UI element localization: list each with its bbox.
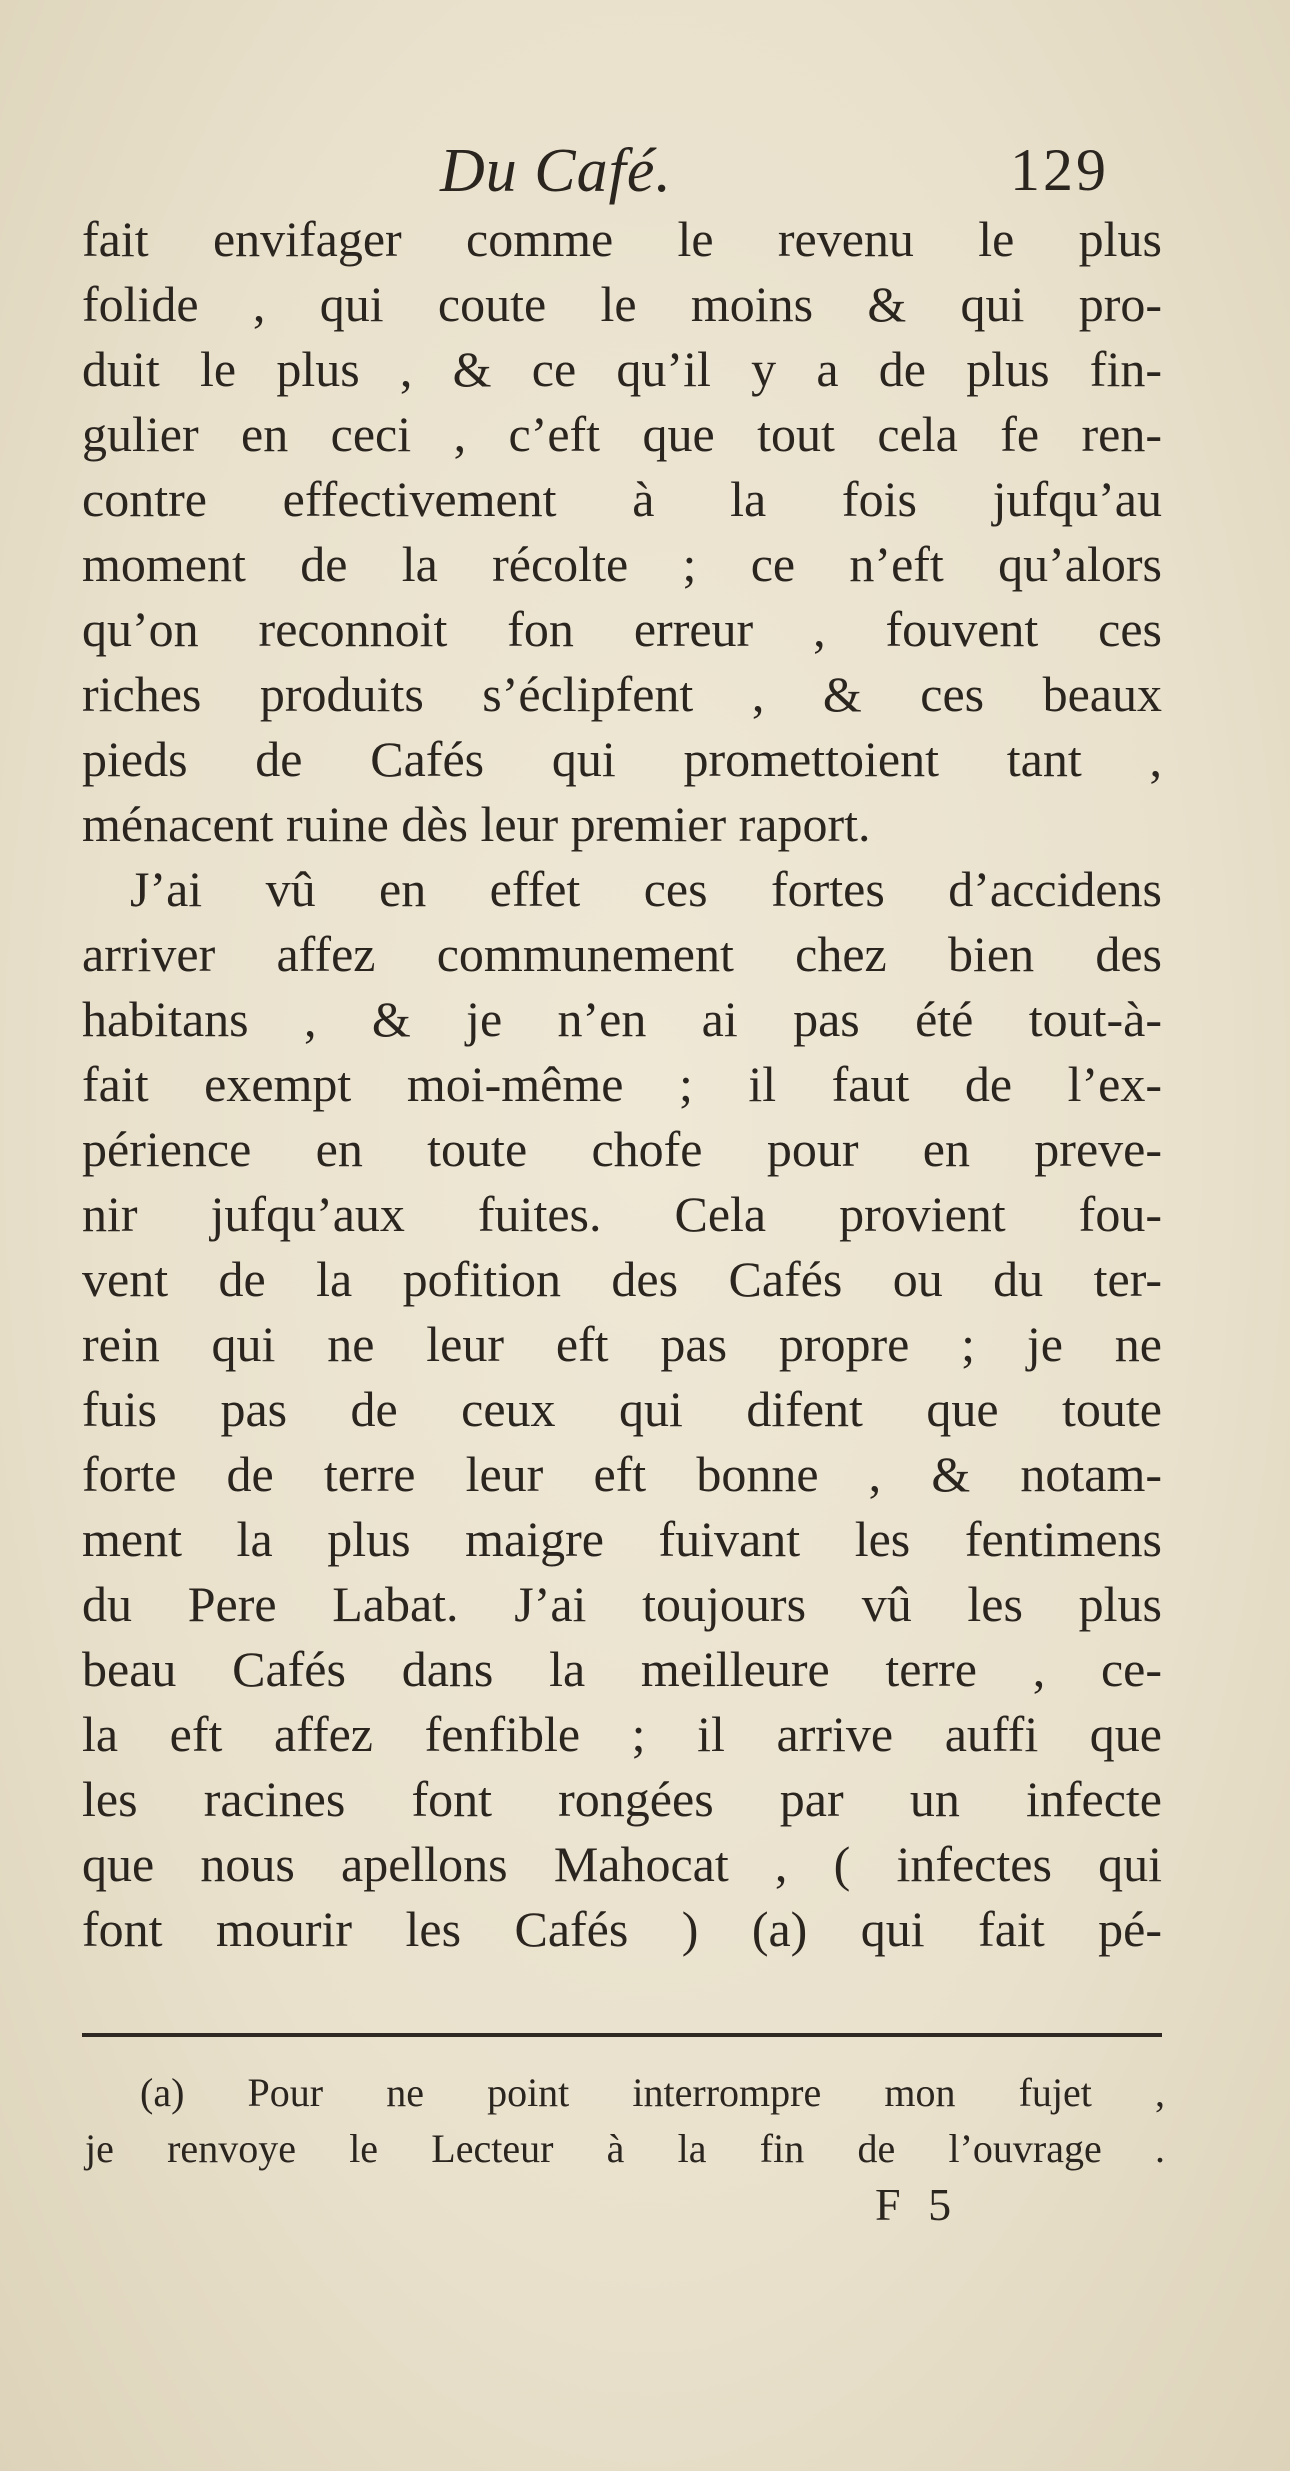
text-line: contre effectivement à la fois jufqu’au (82, 471, 1162, 527)
footnote (85, 2065, 1165, 2177)
text-line: beau Cafés dans la meilleure terre , ce- (82, 1641, 1162, 1697)
page-number: 129 (1010, 137, 1109, 203)
footnote-line: je renvoye le Lecteur à la fin de l’ouvrage . (85, 2126, 1165, 2171)
text-line: fuis pas de ceux qui difent que toute (82, 1381, 1162, 1437)
text-line: arriver affez communement chez bien des (82, 926, 1162, 982)
text-line: du Pere Labat. J’ai toujours vû les plus (82, 1576, 1162, 1632)
text-line: riches produits s’éclipfent , & ces beaux (82, 666, 1162, 722)
text-line: la eft affez fenfible ; il arrive auffi que (82, 1706, 1162, 1762)
text-line: moment de la récolte ; ce n’eft qu’alors (82, 536, 1162, 592)
paragraph-start-line: J’ai vû en effet ces fortes d’accidens (130, 861, 1162, 917)
text-line: font mourir les Cafés ) (a) qui fait pé- (82, 1901, 1162, 1957)
text-line: duit le plus , & ce qu’il y a de plus fin- (82, 341, 1162, 397)
text-line: gulier en ceci , c’eft que tout cela fe ren- (82, 406, 1162, 462)
text-line: forte de terre leur eft bonne , & notam- (82, 1446, 1162, 1502)
text-line: rein qui ne leur eft pas propre ; je ne (82, 1316, 1162, 1372)
text-line: habitans , & je n’en ai pas été tout-à- (82, 991, 1162, 1047)
signature-mark: F 5 (875, 2179, 960, 2230)
text-line: ménacent ruine dès leur premier raport. (82, 796, 871, 852)
text-line: pieds de Cafés qui promettoient tant , (82, 731, 1162, 787)
text-line: folide , qui coute le moins & qui pro- (82, 276, 1162, 332)
body-text (82, 207, 1162, 1962)
text-line: fait exempt moi-même ; il faut de l’ex- (82, 1056, 1162, 1112)
page-header (0, 128, 1290, 218)
footnote-line: (a) Pour ne point interrompre mon fujet , (140, 2070, 1165, 2115)
text-line: les racines font rongées par un infecte (82, 1771, 1162, 1827)
text-line: nir jufqu’aux fuites. Cela provient fou- (82, 1186, 1162, 1242)
running-title: Du Café. (440, 137, 672, 205)
text-line: que nous apellons Mahocat , ( infectes qui (82, 1836, 1162, 1892)
text-line: fait envifager comme le revenu le plus (82, 211, 1162, 267)
text-line: vent de la pofition des Cafés ou du ter- (82, 1251, 1162, 1307)
text-line: qu’on reconnoit fon erreur , fouvent ces (82, 601, 1162, 657)
text-line: ment la plus maigre fuivant les fentimens (82, 1511, 1162, 1567)
text-line: périence en toute chofe pour en preve- (82, 1121, 1162, 1177)
footnote-divider (82, 2033, 1162, 2037)
